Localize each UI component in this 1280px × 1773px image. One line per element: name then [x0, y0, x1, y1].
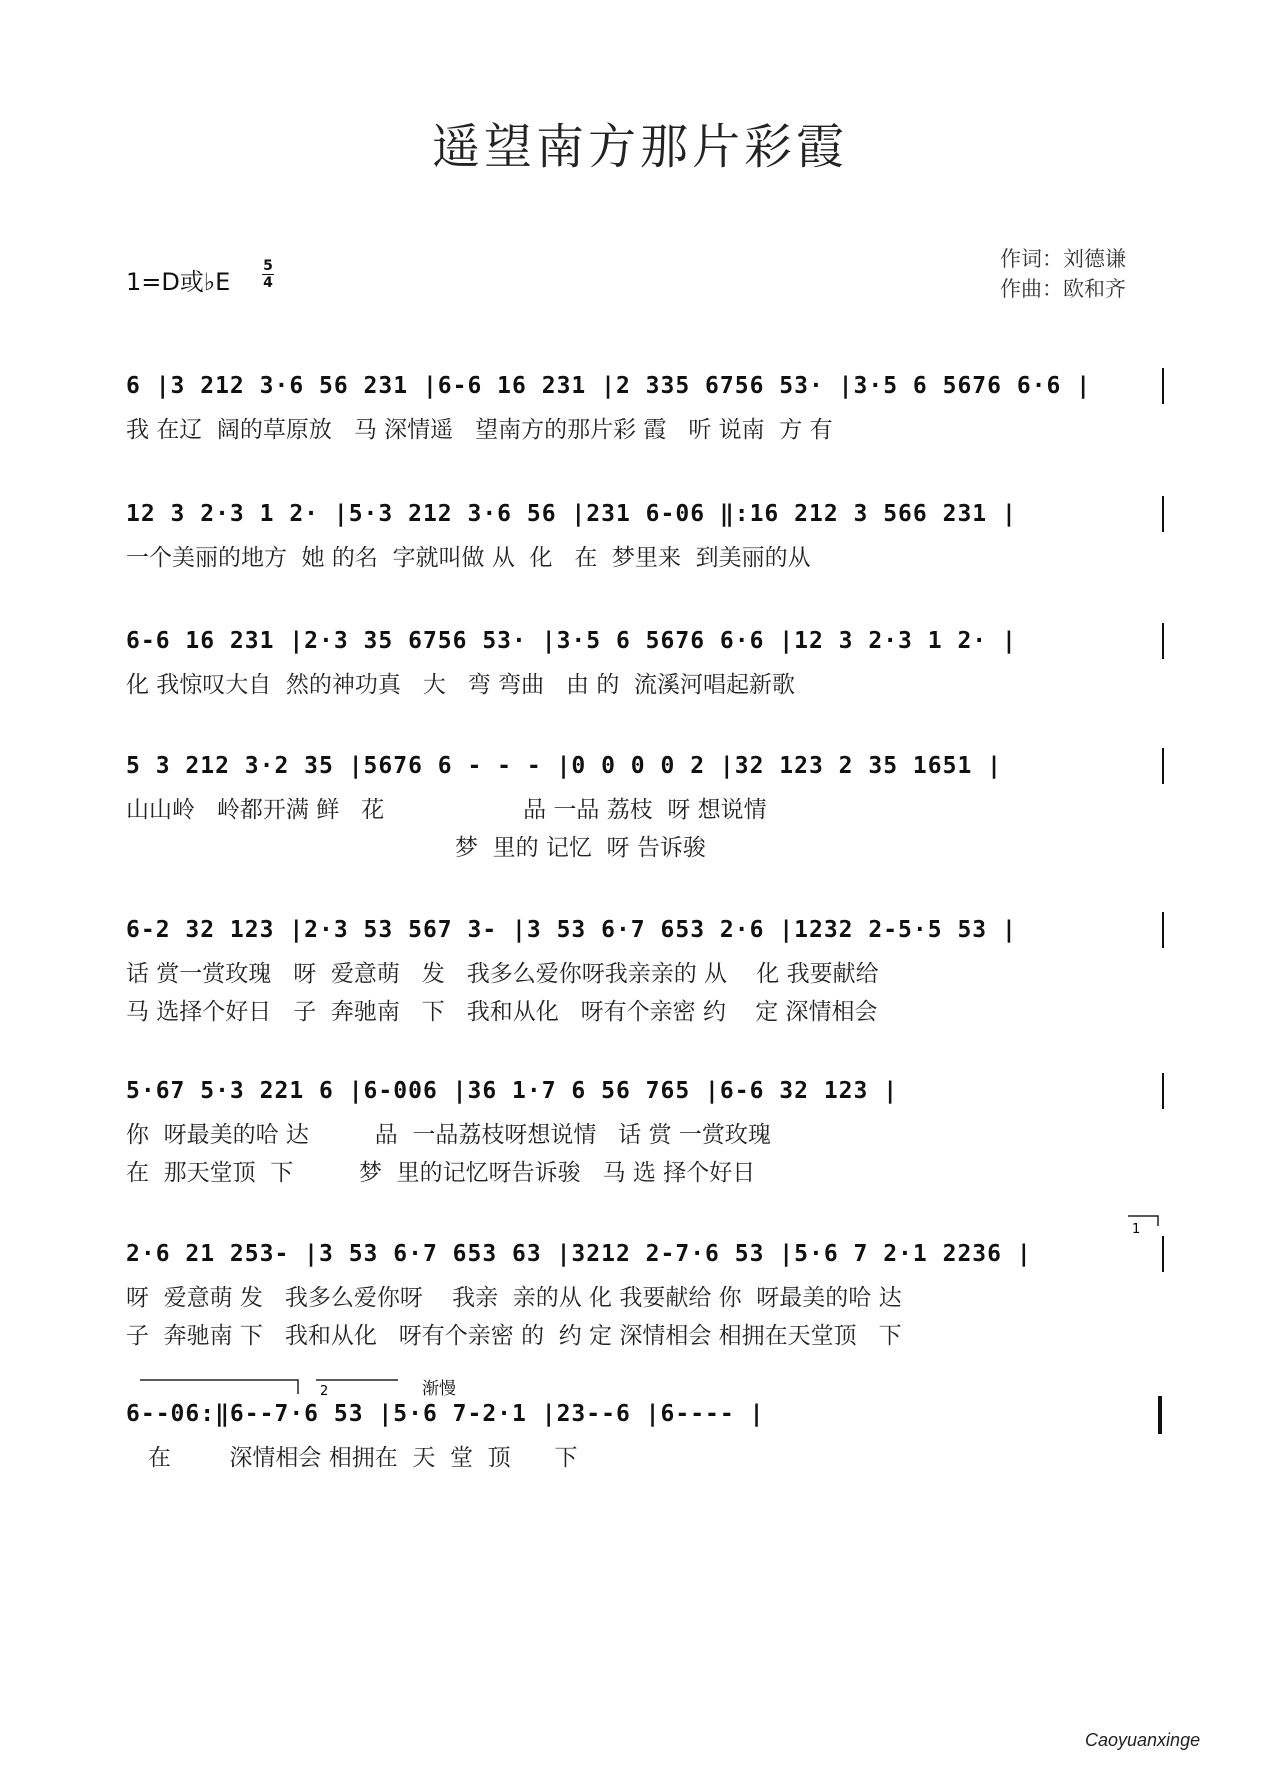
notation-line: 5·67 5·3 221 6 |6-006 |36 1·7 6 56 765 |6-6 32 123 |	[126, 1078, 899, 1104]
lyric-verse-1: 山山岭 岭都开满 鲜 花 品 一品 荔枝 呀 想说情	[126, 797, 767, 823]
notation-line: 6 |3 212 3·6 56 231 |6-6 16 231 |2 335 6756 53· |3·5 6 5676 6·6 |	[126, 373, 1092, 399]
second-ending-number: 2	[320, 1384, 329, 1399]
tempo-marking: 渐慢	[422, 1379, 456, 1399]
lyric-verse-1: 你 呀最美的哈 达 品 一品荔枝呀想说情 话 赏 一赏玫瑰	[126, 1122, 771, 1148]
barlines	[1160, 368, 1163, 1434]
lyricist-credit: 作词：刘德谦	[1000, 247, 1126, 271]
notation-line: 2·6 21 253- |3 53 6·7 653 63 |3212 2-7·6 53 |5·6 7 2·1 2236 |	[126, 1241, 1032, 1267]
song-title: 遥望南方那片彩霞	[431, 119, 848, 175]
notation-line: 6--06:‖6--7·6 53 |5·6 7-2·1 |23--6 |6---- |	[126, 1401, 765, 1427]
lyric-verse-1: 在 深情相会 相拥在 天 堂 顶 下	[126, 1445, 578, 1471]
lyric-verse-1: 我 在辽 阔的草原放 马 深情遥 望南方的那片彩 霞 听 说南 方 有	[126, 417, 833, 443]
first-ending-number: 1	[1132, 1222, 1141, 1237]
lyric-verse-2: 马 选择个好日 子 奔驰南 下 我和从化 呀有个亲密 约 定 深情相会	[126, 999, 878, 1025]
notation-line: 12 3 2·3 1 2· |5·3 212 3·6 56 |231 6-06 ‖:16 212 3 566 231 |	[126, 501, 1017, 527]
lyric-verse-2: 在 那天堂顶 下 梦 里的记忆呀告诉骏 马 选 择个好日	[126, 1160, 756, 1186]
notation-line: 6-6 16 231 |2·3 35 6756 53· |3·5 6 5676 6·6 |12 3 2·3 1 2· |	[126, 628, 1017, 654]
lyric-verse-2: 梦 里的 记忆 呀 告诉骏	[126, 835, 706, 861]
lyric-verse-1: 呀 爱意萌 发 我多么爱你呀 我亲 亲的从 化 我要献给 你 呀最美的哈 达	[126, 1285, 902, 1311]
time-signature-top: 5	[263, 258, 273, 274]
composer-credit: 作曲：欧和齐	[1000, 277, 1126, 301]
lyric-verse-2: 子 奔驰南 下 我和从化 呀有个亲密 的 约 定 深情相会 相拥在天堂顶 下	[126, 1323, 902, 1349]
lyric-verse-1: 话 赏一赏玫瑰 呀 爱意萌 发 我多么爱你呀我亲亲的 从 化 我要献给	[126, 961, 879, 987]
ending-brackets	[140, 1216, 1158, 1394]
lyric-verse-1: 一个美丽的地方 她 的名 字就叫做 从 化 在 梦里来 到美丽的从	[126, 545, 811, 571]
key-signature: 1=D或♭E	[126, 268, 231, 296]
lyric-verse-1: 化 我惊叹大自 然的神功真 大 弯 弯曲 由 的 流溪河唱起新歌	[126, 672, 795, 698]
time-signature-bottom: 4	[263, 275, 273, 291]
watermark: Caoyuanxinge	[1085, 1730, 1201, 1750]
notation-line: 6-2 32 123 |2·3 53 567 3- |3 53 6·7 653 2·6 |1232 2-5·5 53 |	[126, 917, 1017, 943]
notation-line: 5 3 212 3·2 35 |5676 6 - - - |0 0 0 0 2 |32 123 2 35 1651 |	[126, 753, 1002, 779]
first-ending-bracket	[140, 1380, 298, 1394]
